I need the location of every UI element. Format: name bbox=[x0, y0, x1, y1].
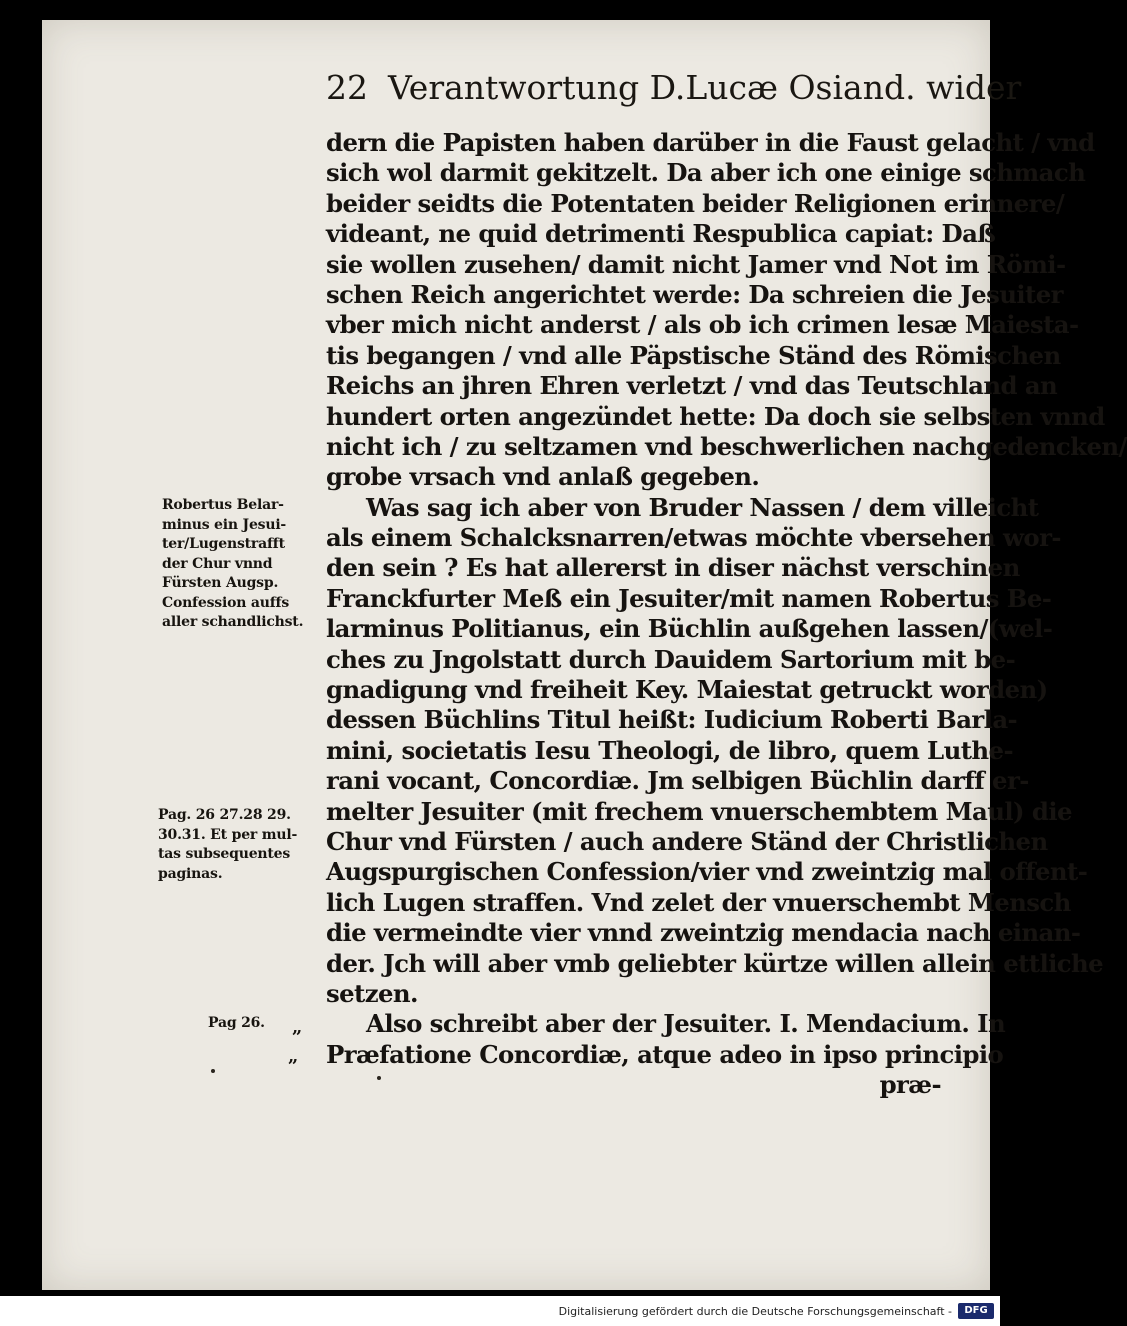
text-line: Reichs an jhren Ehren verletzt / vnd das Teutschland an bbox=[326, 371, 1058, 401]
margin-line: Fürsten Augsp. bbox=[162, 575, 279, 591]
text-line: als einem Schalcksnarren/etwas möchte vbersehen wor- bbox=[326, 523, 1061, 553]
text-line: schen Reich angerichtet werde: Da schreien die Jesuiter bbox=[326, 279, 1063, 309]
text-line: videant, ne quid detrimenti Respublica capiat: Daß bbox=[326, 219, 996, 249]
margin-line: Pag 26. bbox=[208, 1015, 265, 1031]
margin-line: ter/Lugenstrafft bbox=[162, 536, 285, 552]
text-line: hundert orten angezündet hette: Da doch sie selbsten vnnd bbox=[326, 401, 1105, 431]
text-line: Was sag ich aber von Bruder Nassen / dem villeicht bbox=[366, 492, 1039, 522]
text-line: larminus Politianus, ein Büchlin außgehen lassen/(wel- bbox=[326, 614, 1053, 644]
ink-speck bbox=[211, 1069, 215, 1073]
text-line: vber mich nicht anderst / als ob ich crimen lesæ Maiesta- bbox=[326, 310, 1079, 340]
page-number: 22 bbox=[326, 68, 368, 107]
quote-mark: „ bbox=[292, 1017, 303, 1038]
margin-note-belarminus bbox=[162, 496, 342, 633]
text-line: Chur vnd Fürsten / auch andere Ständ der Christlichen bbox=[326, 826, 1048, 856]
text-line: mini, societatis Iesu Theologi, de libro, quem Luthe- bbox=[326, 735, 1013, 765]
dfg-logo: DFG bbox=[958, 1303, 994, 1319]
margin-line: aller schandlichst. bbox=[162, 614, 304, 630]
margin-line: der Chur vnnd bbox=[162, 555, 273, 572]
catchword: præ- bbox=[879, 1070, 941, 1100]
margin-line: Confession auffs bbox=[162, 594, 290, 611]
text-line: dern die Papisten haben darüber in die Faust gelacht / vnd bbox=[326, 128, 1095, 157]
margin-line: tas subsequentes bbox=[158, 846, 291, 862]
text-line: nicht ich / zu seltzamen vnd beschwerlichen nachgedencken/ bbox=[326, 431, 1127, 461]
text-line: sie wollen zusehen/ damit nicht Jamer vnd Not im Römi- bbox=[326, 249, 1066, 279]
text-line: lich Lugen straffen. Vnd zelet der vnuerschembt Mensch bbox=[326, 887, 1071, 917]
footer-credit: Digitalisierung gefördert durch die Deutsche Forschungsgemeinschaft - bbox=[558, 1305, 952, 1318]
text-line: Augspurgischen Confession/vier vnd zweintzig mal offent- bbox=[326, 857, 1088, 887]
text-line: gnadigung vnd freiheit Key. Maiestat getruckt worden) bbox=[326, 675, 1048, 705]
text-line: den sein ? Es hat allererst in diser nächst verschinen bbox=[326, 553, 1020, 583]
text-line: dessen Büchlins Titul heißt: Iudicium Roberti Barla- bbox=[326, 705, 1018, 735]
margin-note-pag26 bbox=[208, 1014, 348, 1034]
text-line: beider seidts die Potentaten beider Religionen erinnere/ bbox=[326, 188, 1065, 218]
text-line: ches zu Jngolstatt durch Dauidem Sartorium mit be- bbox=[326, 644, 1016, 674]
margin-line: paginas. bbox=[158, 865, 223, 882]
text-line: grobe vrsach vnd anlaß gegeben. bbox=[326, 462, 760, 492]
margin-line: minus ein Jesui- bbox=[162, 516, 287, 533]
ink-speck bbox=[377, 1076, 381, 1080]
text-line: rani vocant, Concordiæ. Jm selbigen Büchlin darff er- bbox=[326, 766, 1029, 796]
text-line: Præfatione Concordiæ, atque adeo in ipso principio bbox=[326, 1039, 1004, 1069]
text-line: der. Jch will aber vmb geliebter kürtze willen allein ettliche bbox=[326, 948, 1104, 978]
margin-line: 30.31. Et per mul- bbox=[158, 826, 298, 843]
text-line: tis begangen / vnd alle Päpstische Ständ des Römischen bbox=[326, 340, 1061, 370]
text-line: die vermeindte vier vnnd zweintzig mendacia nach einan- bbox=[326, 918, 1081, 948]
text-line: Franckfurter Meß ein Jesuiter/mit namen Robertus Be- bbox=[326, 583, 1052, 613]
text-line: sich wol darmit gekitzelt. Da aber ich one einige schmach bbox=[326, 158, 1086, 188]
margin-line: Pag. 26 27.28 29. bbox=[158, 807, 291, 823]
margin-line: Robertus Belar- bbox=[162, 497, 284, 513]
text-line: setzen. bbox=[326, 978, 418, 1008]
text-line: melter Jesuiter (mit frechem vnuerschembtem Maul) die bbox=[326, 796, 1072, 826]
running-header bbox=[326, 68, 1022, 122]
margin-note-pages bbox=[158, 806, 348, 884]
footer-bar bbox=[0, 1296, 1000, 1326]
text-line: Also schreibt aber der Jesuiter. I. Mendacium. In bbox=[366, 1009, 1006, 1039]
body-text bbox=[326, 128, 1127, 1101]
quote-mark: „ bbox=[288, 1046, 299, 1067]
running-title: Verantwortung D.Lucæ Osiand. wider bbox=[388, 68, 1022, 107]
